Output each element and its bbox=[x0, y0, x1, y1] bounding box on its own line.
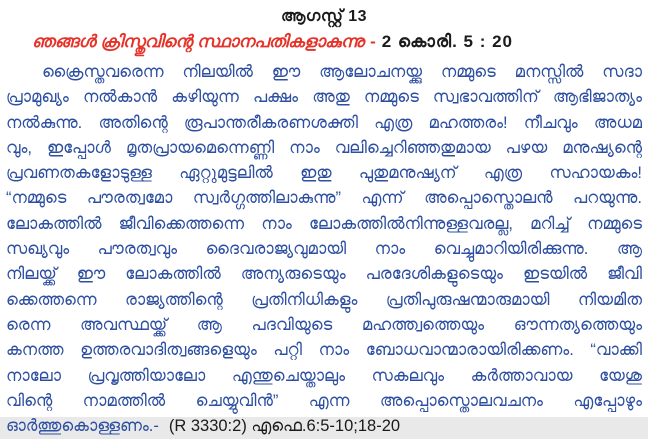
body-line: കനത്ത ഉത്തരവാദിത്വങ്ങളെയും പറ്റി നാം ബോധവാന്മാരായിരിക്കണം. “വാക്കി bbox=[6, 341, 642, 360]
body-line: ലോകത്തിൽ ജീവിക്കെത്തന്നെ നാം ലോകത്തിൽനിന്നുള്ളവരല്ല, മറിച്ച് നമ്മുടെ bbox=[6, 214, 642, 233]
title-line bbox=[6, 32, 642, 60]
closing-text: ഓർത്തുകൊള്ളണം.- bbox=[6, 417, 159, 436]
devotional-body bbox=[6, 60, 642, 439]
body-line: പ്രവണതകളോടുള്ള ഏറ്റുമുട്ടലിൽ ഇതു പുതുമനുഷ്യന് എത്ര സഹായകം! bbox=[6, 164, 642, 183]
body-line: രെന്ന അവസ്ഥയ്ക്ക് ആ പദവിയുടെ മഹത്ത്വത്തെയും ഔന്നത്യത്തെയും bbox=[6, 315, 642, 334]
title-separator: - bbox=[370, 32, 376, 51]
body-line: പ്രാമുഖ്യം നൽകാൻ കഴിയുന്ന പക്ഷം അതു നമ്മുടെ സ്വഭാവത്തിന് ആഭിജാത്യം bbox=[6, 88, 642, 107]
body-closing-line bbox=[6, 414, 642, 439]
body-line: സഖ്യവും പൗരത്വവും ദൈവരാജ്യവുമായി നാം വെച്ചുമാറിയിരിക്കുന്നു. ആ bbox=[6, 240, 642, 259]
body-line: ക്രൈസ്തവരെന്ന നിലയിൽ ഈ ആലോചനയ്ക്കു നമ്മുടെ മനസ്സിൽ സദാ bbox=[42, 63, 642, 81]
manna-citation: (R 3330:2) എഫെ.6:5-10;18-20 bbox=[168, 417, 401, 436]
devotional-title: ഞങ്ങൾ ക്രിസ്തുവിന്റെ സ്ഥാനപതികളാകുന്നു bbox=[32, 32, 365, 51]
body-line: ക്കെത്തന്നെ രാജ്യത്തിന്റെ പ്രതിനിധികളും പ്രതിപുരുഷന്മാരുമായി നിയമിത bbox=[6, 290, 642, 309]
body-line: വിന്റെ നാമത്തിൽ ചെയ്യുവിൻ” എന്ന അപ്പൊസ്തൊലവചനം എപ്പോഴും bbox=[6, 391, 642, 410]
scripture-reference: 2 കൊരി. 5 : 20 bbox=[381, 32, 513, 51]
body-line: നൽകുന്നു. അതിന്റെ രൂപാന്തരീകരണശക്തി എത്ര മഹത്തരം! നീചവും അധമ bbox=[6, 113, 642, 132]
body-line: വും, ഇപ്പോൾ മൃതപ്രായമെന്നെണ്ണി നാം വലിച്ചെറിഞ്ഞതുമായ പഴയ മനുഷ്യന്റെ bbox=[6, 138, 642, 157]
date-heading: ആഗസ്റ്റ് 13 bbox=[280, 8, 368, 25]
body-line: നാലോ പ്രവൃത്തിയാലോ എന്തുചെയ്താലും സകലവും കർത്താവായ യേശു bbox=[6, 366, 642, 385]
body-line: നിലയ്ക്ക് ഈ ലോകത്തിൽ അന്യരുടെയും പരദേശികളുടെയും ഇടയിൽ ജീവി bbox=[6, 265, 642, 284]
body-line: “നമ്മുടെ പൗരത്വമോ സ്വർഗ്ഗത്തിലാകുന്നു” എന്ന് അപ്പൊസ്തൊലൻ പറയുന്നു. bbox=[6, 189, 642, 208]
